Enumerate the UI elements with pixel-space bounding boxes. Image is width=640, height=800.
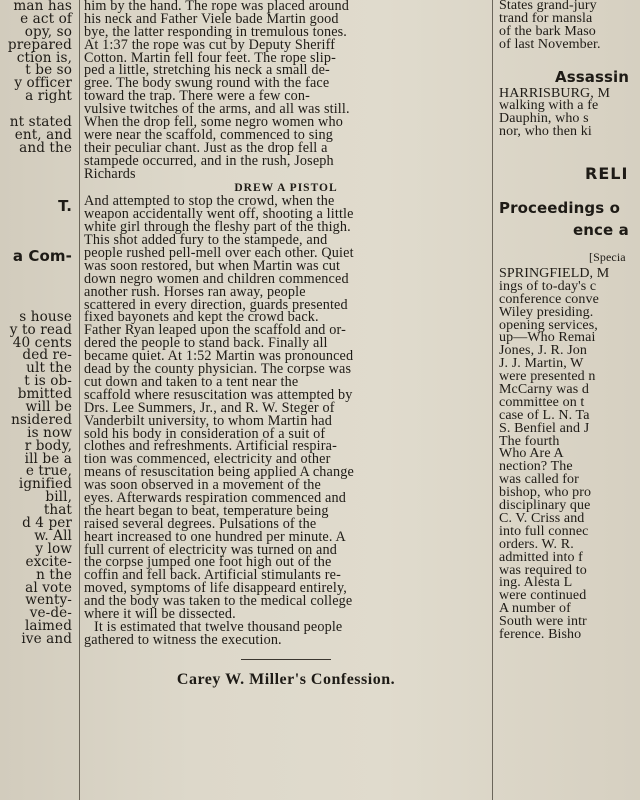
text-line: toward the trap. There were a few con- <box>84 88 311 105</box>
text-line: another rush. Horses ran away, people <box>84 283 306 300</box>
text-line: raised several degrees. Pulsations of the <box>84 515 317 532</box>
text-line: HARRISBURG, M <box>499 85 610 101</box>
text-line: stampede occurred, and in the rush, Joseph <box>84 152 334 169</box>
text-line: opy, so <box>24 23 72 40</box>
text-line: and the <box>19 139 72 156</box>
text-line: were presented n <box>499 369 596 385</box>
text-line: nt stated <box>9 114 72 131</box>
text-line: trand for mansla <box>499 10 593 26</box>
text-line: r body, <box>24 437 72 454</box>
text-line: ference. Bisho <box>499 626 582 642</box>
text-line: means of resuscitation being applied A change <box>84 464 354 481</box>
text-line: e act of <box>20 10 72 27</box>
right-lines-c <box>497 268 640 642</box>
text-line: man has <box>13 0 72 14</box>
text-line: excite- <box>25 553 72 570</box>
text-line: of last November. <box>499 36 601 52</box>
text-line: bill, <box>45 489 72 506</box>
text-line: gathered to witness the execution. <box>84 631 282 648</box>
text-line: al vote <box>25 579 72 596</box>
text-line: ing. Alesta L <box>499 575 573 591</box>
text-line: up—Who Remai <box>499 330 596 346</box>
text-line: Who Are A <box>499 446 564 462</box>
text-line: J. J. Martin, W <box>499 356 584 372</box>
text-line: nection? The <box>499 459 573 475</box>
text-line: conference conve <box>499 291 599 307</box>
text-line: This shot added fury to the stampede, and <box>84 232 328 249</box>
left-lines-c <box>0 308 74 648</box>
text-line: ive and <box>21 631 72 648</box>
text-line: will be <box>25 399 72 416</box>
column-rule <box>492 0 493 800</box>
left-heading-t: T. <box>58 196 72 215</box>
text-line: C. V. Criss and <box>499 510 585 526</box>
text-line: were continued <box>499 588 587 604</box>
text-line: y low <box>35 540 72 557</box>
text-line: was soon restored, but when Martin was cut <box>84 257 341 274</box>
text-line: were near the scaffold, commenced to sing <box>84 126 333 143</box>
text-line: their peculiar chant. Just as the drop fell a <box>84 139 328 156</box>
text-line: A number of <box>499 601 571 617</box>
text-line: heart increased to one hundred per minute. A <box>84 528 346 545</box>
right-heading-proceedings-2: ence a <box>573 221 629 240</box>
text-line: where it will be dissected. <box>84 605 236 622</box>
text-line: Wiley presiding. <box>499 304 594 320</box>
left-column <box>0 0 74 800</box>
text-line: Cotton. Martin fell four feet. The rope slip- <box>84 49 336 66</box>
text-line: And attempted to stop the crowd, when the <box>84 193 335 210</box>
text-line: prepared <box>7 36 72 53</box>
next-article-heading: Carey W. Miller's Confession. <box>176 670 396 688</box>
text-line: eyes. Afterwards respiration commenced and <box>84 489 346 506</box>
article-closing-paragraph <box>84 618 488 648</box>
text-line: ings of to-day's c <box>499 278 597 294</box>
text-line: was required to <box>499 562 587 578</box>
text-line: At 1:37 the rope was cut by Deputy Sheriff <box>84 36 336 53</box>
right-heading-assassin: Assassin <box>555 67 630 86</box>
text-line: tion was commenced, electricity and other <box>84 451 331 468</box>
text-line: d 4 per <box>22 515 72 532</box>
text-line: fixed bayonets and kept the crowd back. <box>84 309 319 326</box>
article-body-paragraph <box>84 195 488 620</box>
text-line: admitted into f <box>499 549 583 565</box>
text-line: down negro women and children commenced <box>84 270 349 287</box>
text-line: opening services, <box>499 317 598 333</box>
section-divider <box>241 659 331 660</box>
text-line: t is ob- <box>24 373 72 390</box>
text-line: gree. The body swung round with the face <box>84 75 330 92</box>
text-line: S. Benfiel and J <box>499 420 590 436</box>
article-subhead: DREW A PISTOL <box>234 182 338 195</box>
text-line: South were intr <box>499 614 587 630</box>
text-line: nsidered <box>11 411 72 428</box>
column-rule <box>79 0 80 800</box>
article-top-paragraph <box>84 0 488 180</box>
text-line: clothes and refreshments. Artificial respira- <box>84 438 337 455</box>
left-heading-com: a Com- <box>12 246 72 265</box>
text-line: walking with a fe <box>499 98 599 114</box>
right-heading-proceedings: Proceedings o <box>499 199 620 218</box>
left-lines-b <box>0 116 74 155</box>
text-line: and the body was taken to the medical college <box>84 593 353 610</box>
text-line: disciplinary que <box>499 498 591 514</box>
text-line: e true, <box>25 463 72 480</box>
text-line: orders. W. R. <box>499 536 574 552</box>
text-line: Jones, J. R. Jon <box>499 343 587 359</box>
text-line: bye, the latter responding in tremulous tones. <box>84 23 348 40</box>
text-line: cut down and taken to a tent near the <box>84 373 299 390</box>
text-line: into full connec <box>499 523 589 539</box>
text-line: The fourth <box>499 433 560 449</box>
right-heading-reli: RELI <box>585 164 629 184</box>
text-line: the corpse jumped one foot high out of the <box>84 554 332 571</box>
text-line: ded re- <box>22 347 72 364</box>
text-line: moved, symptoms of life disappeard entirely, <box>84 580 347 597</box>
text-line: ignified <box>18 476 72 493</box>
text-line: y to read <box>9 321 72 338</box>
text-line: ent, and <box>14 127 72 144</box>
text-line: Father Ryan leaped upon the scaffold and or- <box>84 322 346 339</box>
text-line: SPRINGFIELD, M <box>499 266 610 282</box>
text-line: coffin and fell back. Artificial stimulants re- <box>84 567 341 584</box>
text-line: 40 cents <box>12 334 72 351</box>
text-line: When the drop fell, some negro women who <box>84 114 343 131</box>
text-line: States grand-jury <box>499 0 597 13</box>
text-line: dead by the county physician. The corpse was <box>84 361 352 378</box>
text-line: scattered in every direction, guards presented <box>84 296 348 313</box>
text-line: It is estimated that twelve thousand people <box>94 618 343 635</box>
text-line: that <box>43 502 72 519</box>
article-column <box>84 0 488 800</box>
text-line: s house <box>19 308 72 325</box>
text-line: Dauphin, who s <box>499 111 589 127</box>
right-special-dateline: [Specia <box>589 250 626 265</box>
text-line: laimed <box>24 618 72 635</box>
text-line: ped a little, stretching his neck a small de- <box>84 62 330 79</box>
text-line: weapon accidentally went off, shooting a little <box>84 206 354 223</box>
text-line: t be so <box>25 62 72 79</box>
text-line: a right <box>25 88 72 105</box>
text-line: n the <box>36 566 72 583</box>
text-line: vulsive twitches of the arms, and all was still. <box>84 101 350 118</box>
right-column <box>497 0 640 800</box>
text-line: the heart began to beat, temperature being <box>84 502 329 519</box>
left-lines-a <box>0 0 74 103</box>
text-line: sold his body in consideration of a suit of <box>84 425 326 442</box>
text-line: is now <box>27 424 72 441</box>
text-line: him by the hand. The rope was placed around <box>84 0 350 14</box>
text-line: became quiet. At 1:52 Martin was pronounced <box>84 348 354 365</box>
text-line: full current of electricity was turned on and <box>84 541 337 558</box>
text-line: ult the <box>26 360 72 377</box>
text-line: committee on t <box>499 394 585 410</box>
text-line: bmitted <box>17 386 72 403</box>
text-line: wenty- <box>25 592 72 609</box>
text-line: ction is, <box>16 49 72 66</box>
text-line: McCarny was d <box>499 382 589 398</box>
text-line: Richards <box>84 165 136 182</box>
text-line: dered the people to stand back. Finally all <box>84 335 328 352</box>
text-line: bishop, who pro <box>499 485 592 501</box>
text-line: was soon observed in a movement of the <box>84 477 321 494</box>
text-line: was called for <box>499 472 579 488</box>
text-line: nor, who then ki <box>499 124 592 140</box>
right-lines-b <box>497 85 640 140</box>
text-line: Drs. Lee Summers, Jr., and R. W. Steger of <box>84 399 335 416</box>
text-line: of the bark Maso <box>499 23 596 39</box>
right-lines-a <box>497 0 640 52</box>
text-line: scaffold where resuscitation was attempted by <box>84 386 353 403</box>
text-line: white girl through the fleshy part of the thigh. <box>84 219 351 236</box>
text-line: ill be a <box>24 450 72 467</box>
text-line: his neck and Father Viele bade Martin good <box>84 10 339 27</box>
text-line: case of L. N. Ta <box>499 407 590 423</box>
text-line: w. All <box>34 527 72 544</box>
text-line: Vanderbilt university, to whom Martin had <box>84 412 332 429</box>
text-line: ve-de- <box>29 605 72 622</box>
text-line: y officer <box>14 75 72 92</box>
text-line: people rushed pell-mell over each other. Quiet <box>84 245 354 262</box>
